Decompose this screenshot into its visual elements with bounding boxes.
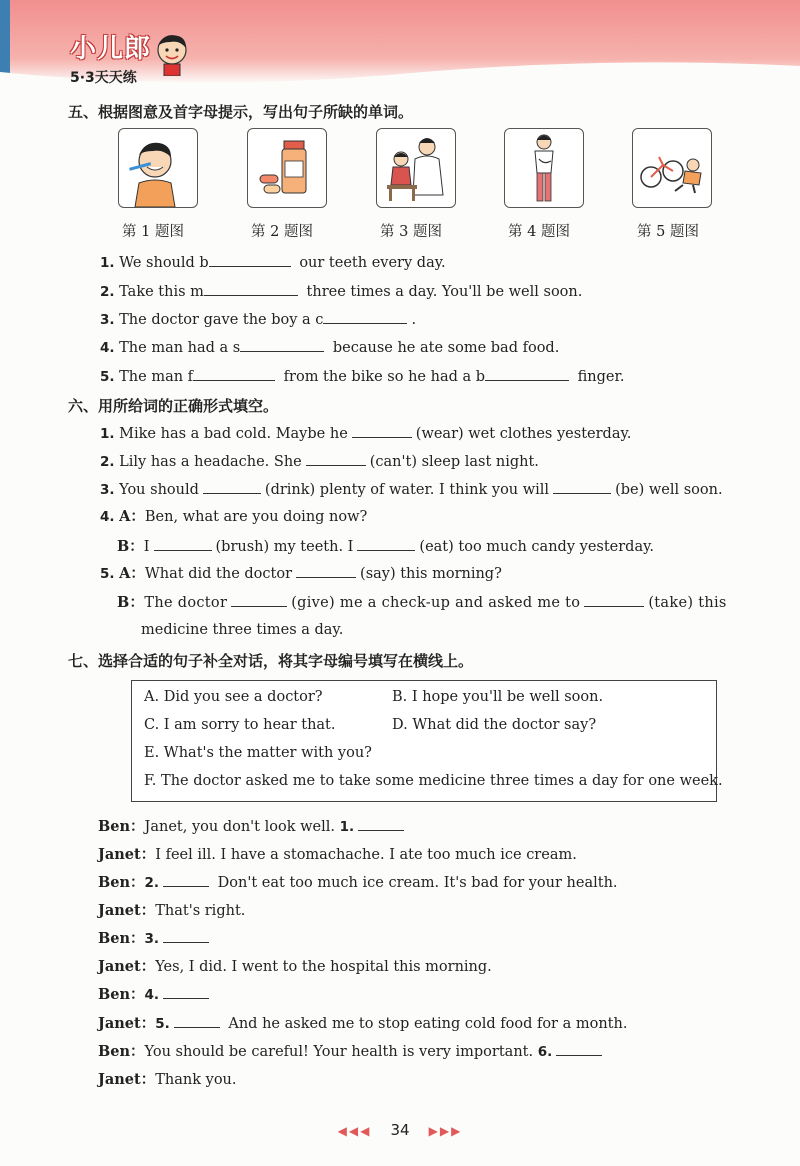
section-5-title: 五、根据图意及首字母提示，写出句子所缺的单词。: [68, 103, 414, 121]
answer-blank[interactable]: [163, 984, 209, 999]
question-6-5c: medicine three times a day.: [141, 622, 344, 638]
brushing-teeth-icon: [119, 129, 197, 207]
option-d: D. What did the doctor say?: [392, 717, 597, 733]
dialogue-line-7: Ben：4.: [98, 983, 213, 1004]
option-e: E. What's the matter with you?: [144, 745, 372, 761]
brand-subtitle: 5·3天天练: [70, 70, 137, 86]
answer-blank[interactable]: [174, 1013, 220, 1028]
answer-blank[interactable]: [358, 816, 404, 831]
option-b: B. I hope you'll be well soon.: [392, 689, 604, 705]
dialogue-line-8: Janet：5. And he asked me to stop eating cold food for a month.: [98, 1015, 628, 1032]
answer-blank[interactable]: [485, 366, 569, 381]
options-box: [131, 680, 723, 802]
medicine-bottle-icon: [248, 129, 326, 207]
question-6-3: 3. You should (drink) plenty of water. I think you will (be) well soon.: [100, 479, 723, 500]
next-arrows-icon: ▶▶▶: [428, 1124, 463, 1138]
answer-blank[interactable]: [296, 563, 356, 578]
dialogue-line-5: Ben：3.: [98, 927, 213, 948]
answer-blank[interactable]: [204, 281, 298, 296]
answer-blank[interactable]: [323, 309, 407, 324]
answer-blank[interactable]: [352, 423, 412, 438]
question-5-3: 3. The doctor gave the boy a c .: [100, 309, 416, 330]
option-c: C. I am sorry to hear that.: [144, 717, 336, 733]
brand-name: 小儿郎: [70, 34, 152, 64]
answer-blank[interactable]: [203, 479, 261, 494]
caption-5: 第 5 题图: [637, 224, 699, 240]
question-5-5: 5. The man f from the bike so he had a b finger.: [100, 366, 624, 387]
question-6-2: 2. Lily has a headache. She (can't) sleep last night.: [100, 451, 539, 472]
picture-1: [118, 128, 198, 208]
caption-1: 第 1 题图: [122, 224, 184, 240]
dialogue-line-2: Janet：I feel ill. I have a stomachache. I ate too much ice cream.: [98, 846, 577, 863]
answer-blank[interactable]: [163, 928, 209, 943]
page-number: 34: [390, 1121, 410, 1139]
picture-5: [632, 128, 712, 208]
caption-2: 第 2 题图: [251, 224, 313, 240]
dialogue-line-1: Ben：Janet, you don't look well. 1.: [98, 815, 408, 836]
stomachache-icon: [505, 129, 583, 207]
question-6-4b: B：I (brush) my teeth. I (eat) too much candy yesterday.: [117, 538, 654, 555]
answer-blank[interactable]: [556, 1041, 602, 1056]
option-a: A. Did you see a doctor?: [144, 689, 323, 705]
answer-blank[interactable]: [306, 451, 366, 466]
picture-4: [504, 128, 584, 208]
question-6-4a: 4. A：Ben, what are you doing now?: [100, 508, 368, 525]
answer-blank[interactable]: [357, 536, 415, 551]
dialogue-line-6: Janet：Yes, I did. I went to the hospital this morning.: [98, 958, 492, 975]
question-6-1: 1. Mike has a bad cold. Maybe he (wear) wet clothes yesterday.: [100, 423, 631, 444]
question-6-5b: B：The doctor (give) me a check-up and asked me to (take) this: [117, 594, 727, 611]
dialogue-line-10: Janet：Thank you.: [98, 1071, 237, 1088]
dialogue-line-9: Ben：You should be careful! Your health is very important. 6.: [98, 1040, 606, 1061]
answer-blank[interactable]: [209, 252, 291, 267]
answer-blank[interactable]: [240, 337, 324, 352]
page-footer: [0, 1120, 800, 1139]
answer-blank[interactable]: [163, 872, 209, 887]
question-5-4: 4. The man had a s because he ate some bad food.: [100, 337, 559, 358]
section-6-title: 六、用所给词的正确形式填空。: [68, 397, 279, 415]
mascot-icon: [152, 30, 192, 76]
prev-arrows-icon: ◀◀◀: [337, 1124, 372, 1138]
picture-2: [247, 128, 327, 208]
question-6-5a: 5. A：What did the doctor (say) this morning?: [100, 565, 502, 582]
caption-4: 第 4 题图: [508, 224, 570, 240]
fell-off-bike-icon: [633, 129, 711, 207]
doctor-checkup-icon: [377, 129, 455, 207]
dialogue-line-3: Ben：2. Don't eat too much ice cream. It's bad for your health.: [98, 874, 618, 891]
brand-logo: [70, 28, 151, 87]
question-5-1: 1. We should b our teeth every day.: [100, 252, 446, 273]
answer-blank[interactable]: [154, 536, 212, 551]
answer-blank[interactable]: [584, 592, 644, 607]
option-f: F. The doctor asked me to take some medicine three times a day for one week.: [144, 773, 723, 789]
caption-3: 第 3 题图: [380, 224, 442, 240]
answer-blank[interactable]: [193, 366, 275, 381]
section-7-title: 七、选择合适的句子补全对话，将其字母编号填写在横线上。: [68, 652, 474, 670]
answer-blank[interactable]: [553, 479, 611, 494]
answer-blank[interactable]: [231, 592, 287, 607]
question-5-2: 2. Take this m three times a day. You'll be well soon.: [100, 281, 582, 302]
dialogue-line-4: Janet：That's right.: [98, 902, 246, 919]
picture-3: [376, 128, 456, 208]
